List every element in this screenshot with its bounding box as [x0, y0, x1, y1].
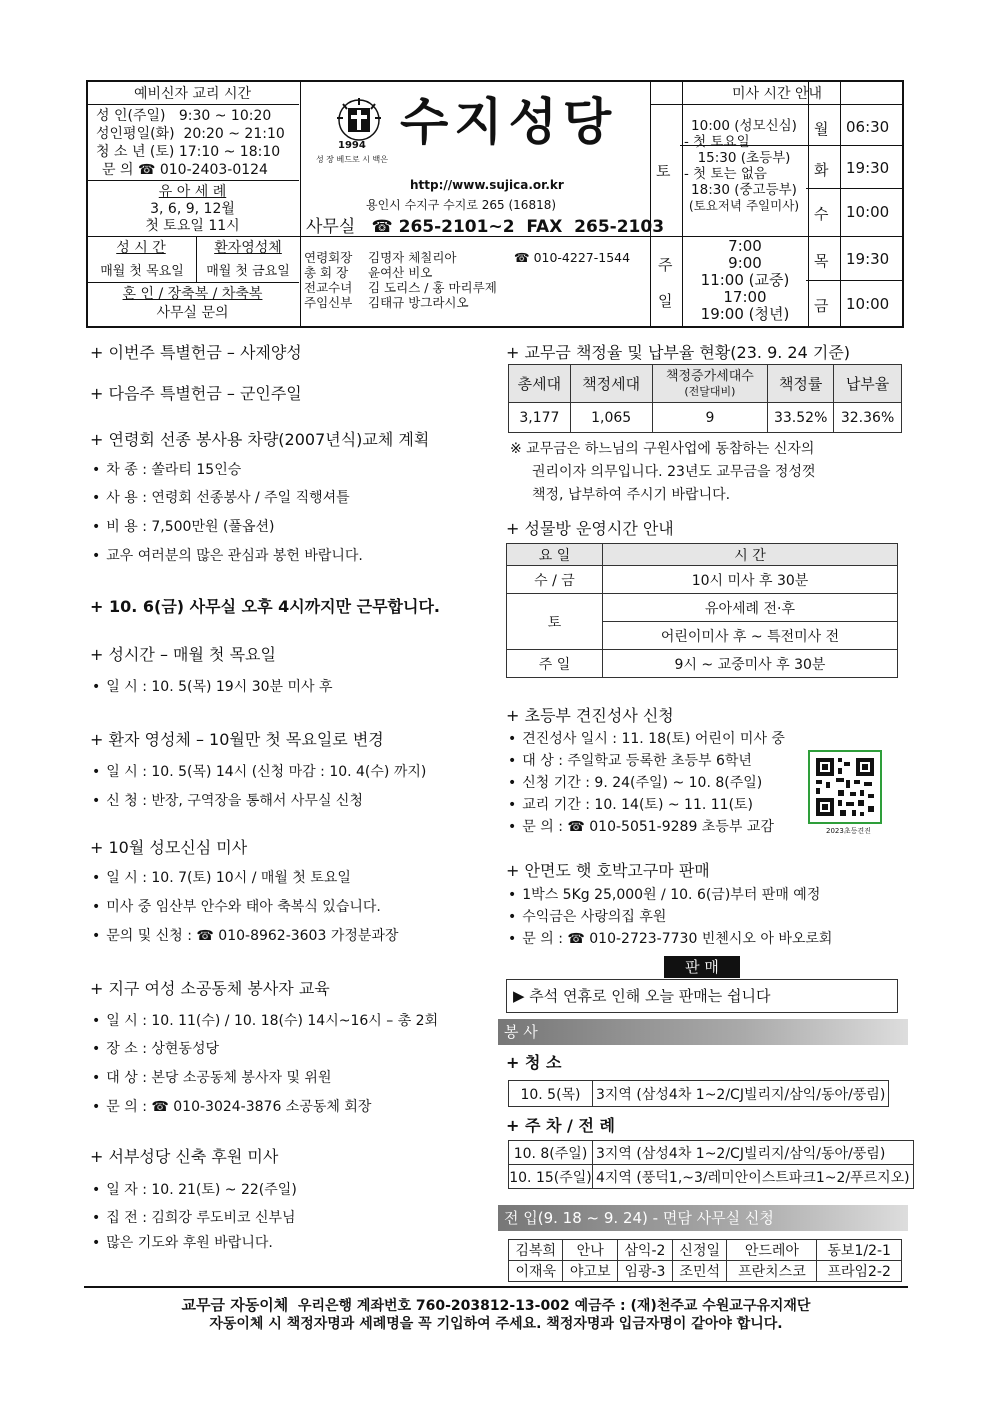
qr-code-icon[interactable] [808, 750, 882, 824]
women-community-title: + 지구 여성 소공동체 봉사자 교육 [90, 979, 330, 998]
weekday-fri: 금 [814, 297, 829, 315]
cleaning-title: + 청 소 [506, 1053, 562, 1072]
mass-saturday-label: 토 [656, 162, 671, 180]
list-item: • 차 종 : 쏠라티 15인승 [92, 459, 241, 479]
phone-icon: ☎ [371, 217, 393, 237]
list-item: • 비 용 : 7,500만원 (풀옵션) [92, 516, 274, 536]
infant-baptism-day: 첫 토요일 11시 [145, 218, 240, 234]
list-item: • 수익금은 사랑의집 후원 [508, 906, 666, 926]
ceremonies-title: 혼 인 / 장축복 / 차축복 [122, 286, 263, 302]
dues-table: 총세대 책정세대 책정증가세대수 (전달대비) 책정률 납부율 3,177 1,065 9 33.52% 32.36% [508, 364, 902, 433]
list-item: • 일 시 : 10. 5(목) 19시 30분 미사 후 [92, 676, 333, 696]
list-item: • 많은 기도와 후원 바랍니다. [92, 1232, 273, 1252]
mass-sunday-label-2: 일 [658, 292, 673, 310]
list-item: • 1박스 5Kg 25,000원 / 10. 6(금)부터 판매 예정 [508, 884, 820, 904]
weekday-wed: 수 [814, 205, 829, 223]
list-item: • 일 시 : 10. 11(수) / 10. 18(수) 14시~16시 – 총 2회 [92, 1010, 438, 1030]
infant-baptism-months: 3, 6, 9, 12월 [150, 201, 235, 217]
website[interactable]: http://www.sujica.or.kr [410, 178, 564, 192]
parking-table: 10. 8(주일) 3지역 (삼성4차 1~2/CJ빌리지/삼익/동아/풍림) 10. 15(주일) 4지역 (풍덕1,~3/레미안이스트파크1~2/푸르지오) [508, 1140, 914, 1189]
list-item: • 장 소 : 상현동성당 [92, 1038, 219, 1058]
sale-tag: 판 매 [664, 956, 740, 978]
catechism-row-adult: 성 인(주일) 9:30 ~ 10:20 [96, 108, 272, 124]
list-item: • 미사 중 임산부 안수와 태아 축복식 있습니다. [92, 896, 381, 916]
qr-caption: 2023초등견진 [826, 827, 871, 835]
office-contact: 사무실 ☎ 265-2101~2 FAX 265-2103 [306, 217, 665, 237]
address: 용인시 수지구 수지로 265 (16818) [366, 198, 557, 212]
dues-title: + 교무금 책정율 및 납부율 현황(23. 9. 24 기준) [506, 343, 851, 362]
office-hours-notice: + 10. 6(금) 사무실 오후 4시까지만 근무합니다. [90, 597, 440, 616]
potato-title: + 안면도 햇 호박고구마 판매 [506, 861, 710, 880]
sale-notice: ▶ 추석 연휴로 인해 오늘 판매는 쉽니다 [506, 979, 898, 1013]
dues-note: ※ 교무금은 하느님의 구원사업에 동참하는 신자의 권리이자 의무입니다. 23년도 교무금을 정성껏 책정, 납부하여 주시기 바랍니다. [510, 441, 816, 503]
logo-caption: 성 장 베드로 시 백은 [316, 155, 388, 164]
weekday-mon-time: 06:30 [846, 118, 890, 136]
list-item: • 견진성사 일시 : 11. 18(토) 어린이 미사 중 [508, 728, 785, 748]
mass-saturday-times: 10:00 (성모신심) - 첫 토요일 15:30 (초등부) - 첫 토는 없음 18:30 (중고등부) (토요저녁 주일미사) [684, 118, 800, 213]
weekday-mon: 월 [814, 120, 829, 138]
list-item: • 대 상 : 본당 소공동체 봉사자 및 위원 [92, 1067, 331, 1087]
phone-icon: ☎ [137, 162, 156, 178]
holy-hour-section-title: + 성시간 – 매월 첫 목요일 [90, 645, 276, 664]
sick-communion-title: 환자영성체 [214, 240, 282, 256]
footer-account: 교무금 자동이체 우리은행 계좌번호 760-203812-13-002 예금주 : (재)천주교 수원교구유지재단 [181, 1296, 811, 1314]
list-item: • 대 상 : 주일학교 등록한 초등부 6학년 [508, 750, 752, 770]
holy-hour-when: 매월 첫 목요일 [100, 264, 184, 279]
church-name: 수지성당 [400, 93, 618, 151]
seobu-mass-title: + 서부성당 신축 후원 미사 [90, 1147, 279, 1166]
list-item: • 일 시 : 10. 7(토) 10시 / 매월 첫 토요일 [92, 867, 351, 887]
footer-divider [84, 1286, 908, 1288]
phone-icon: ☎ [514, 250, 530, 265]
move-in-bar: 전 입(9. 18 ~ 9. 24) - 면담 사무실 신청 [498, 1205, 908, 1231]
list-item: • 문 의 : ☎ 010-5051-9289 초등부 교감 [508, 816, 774, 836]
church-logo-icon [334, 96, 384, 144]
marian-mass-title: + 10월 성모신심 미사 [90, 838, 248, 857]
holy-hour-title: 성 시 간 [116, 240, 166, 256]
list-item: • 신 청 : 반장, 구역장을 통해서 사무실 신청 [92, 790, 363, 810]
mass-title: 미사 시간 안내 [731, 86, 823, 102]
parking-title: + 주 차 / 전 례 [506, 1116, 615, 1135]
confirmation-title: + 초등부 견진성사 신청 [506, 706, 674, 725]
list-item: • 문의 및 신청 : ☎ 010-8962-3603 가정분과장 [92, 925, 398, 945]
weekday-thu-time: 19:30 [846, 250, 890, 268]
logo-year: 1994 [338, 140, 366, 151]
notice-special-offering-next: + 다음주 특별헌금 – 군인주일 [90, 384, 302, 403]
list-item: • 신청 기간 : 9. 24(주일) ~ 10. 8(주일) [508, 772, 762, 792]
shop-table: 요 일 시 간 수 / 금 10시 미사 후 30분 토 유아세례 전·후 어린이미사 후 ~ 특전미사 전 주 일 9시 ~ 교중미사 후 30분 [506, 543, 898, 678]
list-item: • 일 자 : 10. 21(토) ~ 22(주일) [92, 1179, 297, 1199]
cleaning-table: 10. 5(목) 3지역 (삼성4차 1~2/CJ빌리지/삼익/동아/풍림) [508, 1080, 889, 1107]
weekday-wed-time: 10:00 [846, 203, 890, 221]
list-item: • 문 의 : ☎ 010-3024-3876 소공동체 회장 [92, 1096, 371, 1116]
move-in-table: 김복희 안나 삼익-2 신정일 안드레아 동보1/2-1 이재욱 야고보 임광-3 조민석 프란치스코 프라임2-2 [508, 1239, 902, 1282]
mass-sunday-label: 주 일 [658, 256, 673, 310]
infant-baptism-title: 유 아 세 례 [158, 184, 227, 200]
shop-title: + 성물방 운영시간 안내 [506, 519, 674, 538]
catechism-title: 예비신자 교리 시간 [133, 86, 252, 102]
ceremonies-note: 사무실 문의 [156, 305, 229, 321]
vehicle-title: + 연령회 선종 봉사용 차량(2007년식)교체 계획 [90, 430, 430, 449]
list-item: • 집 전 : 김희강 루도비코 신부님 [92, 1207, 296, 1227]
notice-special-offering-this: + 이번주 특별헌금 – 사제양성 [90, 343, 302, 362]
weekday-thu: 목 [814, 252, 829, 270]
list-item: • 문 의 : ☎ 010-2723-7730 빈첸시오 아 바오로회 [508, 928, 832, 948]
list-item: • 교리 기간 : 10. 14(토) ~ 11. 11(토) [508, 794, 753, 814]
weekday-fri-time: 10:00 [846, 295, 890, 313]
list-item: • 사 용 : 연령회 선종봉사 / 주일 직행셔틀 [92, 487, 350, 507]
staff-list: 연령회장 김명자 체칠리아 ☎ 010-4227-1544 총 회 장 윤여산 비오 전교수녀 김 도리스 / 홍 마리루제 주임신부 김태규 방그라시오 [304, 250, 631, 310]
list-item: • 일 시 : 10. 5(목) 14시 (신청 마감 : 10. 4(수) 까지) [92, 761, 426, 781]
list-item: • 교우 여러분의 많은 관심과 봉헌 바랍니다. [92, 545, 363, 565]
weekday-tue: 화 [814, 161, 829, 179]
weekday-tue-time: 19:30 [846, 159, 890, 177]
sick-communion-when: 매월 첫 금요일 [206, 264, 290, 279]
mass-sunday-times: 7:00 9:00 11:00 (교중) 17:00 19:00 (청년) [700, 237, 790, 323]
service-bar: 봉 사 [498, 1019, 908, 1045]
catechism-row-weekday: 성인평일(화) 20:20 ~ 21:10 [96, 126, 285, 142]
sick-communion-section-title: + 환자 영성체 – 10월만 첫 목요일로 변경 [90, 730, 384, 749]
catechism-row-youth: 청 소 년 (토) 17:10 ~ 18:10 [96, 144, 281, 160]
catechism-contact: 문 의 ☎ 010-2403-0124 [102, 162, 268, 178]
footer-instruction: 자동이체 시 책정자명과 세례명을 꼭 기입하여 주세요. 책정자명과 입금자명이 같아야 합니다. [209, 1316, 783, 1332]
